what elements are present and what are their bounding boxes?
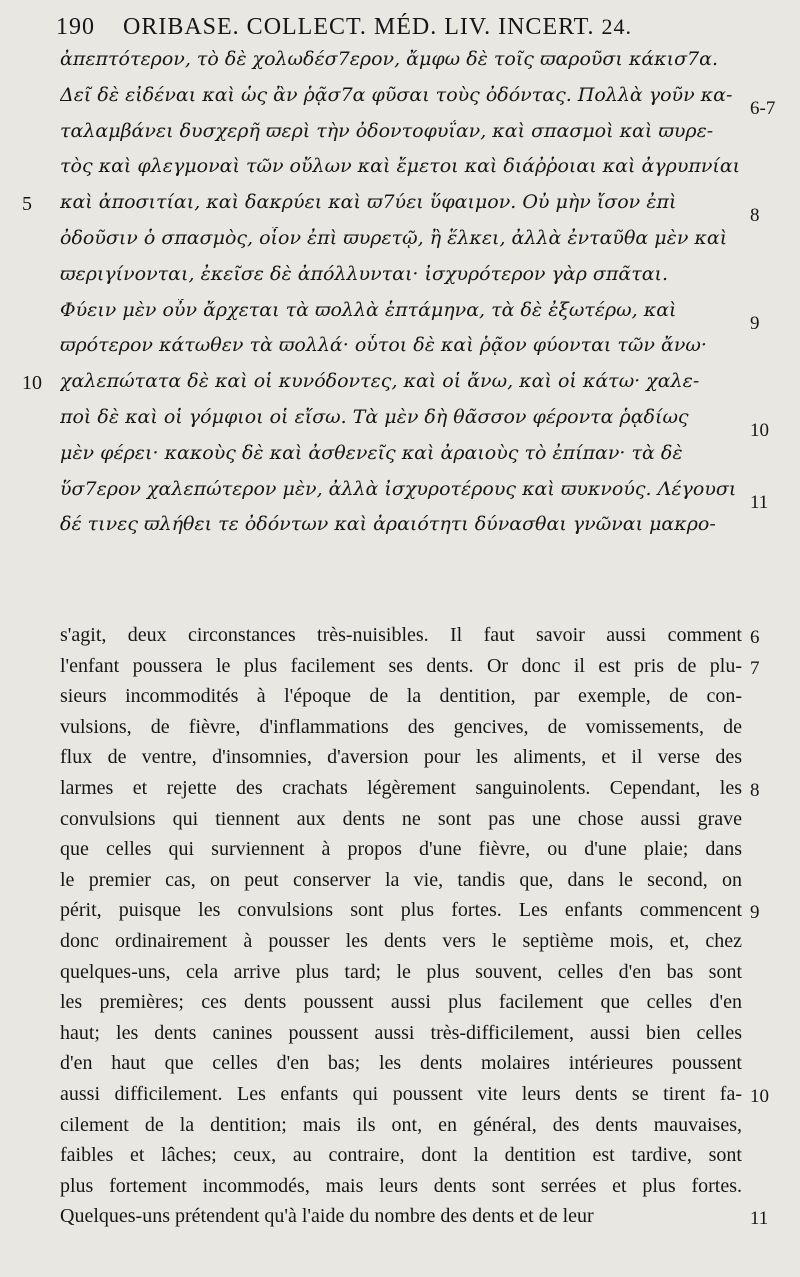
french-line: s'agit, deux circonstances très-nuisibles. Il faut savoir aussi comment <box>60 624 742 646</box>
margin-section-number: 11 <box>750 1208 769 1230</box>
running-title: ORIBASE. COLLECT. MÉD. LIV. INCERT. <box>123 14 595 40</box>
greek-line: ἀπεπτότερον, τὸ δὲ χολωδέσ7ερον, ἄμφω δὲ τοῖς ϖαροῦσι κάκισ7α. <box>60 48 719 70</box>
french-line: haut; les dents canines poussent aussi très-difficilement, aussi bien celles <box>60 1021 742 1044</box>
french-line: que celles qui surviennent à propos d'une fièvre, ou d'une plaie; dans <box>60 838 742 861</box>
greek-line: ϖρότερον κάτωθεν τὰ ϖολλά· οὗτοι δὲ καὶ ῥᾷον φύονται τῶν ἄνω· <box>60 334 707 357</box>
running-header <box>56 14 696 41</box>
margin-line-number: 10 <box>22 372 42 395</box>
margin-section-number: 10 <box>750 1086 769 1107</box>
greek-line: χαλεπώτατα δὲ καὶ οἱ κυνόδοντες, καὶ οἱ ἄνω, καὶ οἱ κάτω· χαλε- <box>60 370 700 393</box>
greek-line: καὶ ἀποσιτίαι, καὶ δακρύει καὶ ϖ7ύει ὕφαιμον. Οὐ μὴν ἴσον ἐπὶ <box>60 191 677 214</box>
greek-line: Φύειν μὲν οὖν ἄρχεται τὰ ϖολλὰ ἑπτάμηνα, τὰ δὲ ἐξωτέρω, καὶ <box>60 298 677 321</box>
greek-line: ὕσ7ερον χαλεπώτερον μὲν, ἀλλὰ ἰσχυροτέρους καὶ ϖυκνούς. Λέγουσι <box>60 477 737 500</box>
margin-section-number: 9 <box>750 312 760 334</box>
margin-section-number: 7 <box>750 657 760 679</box>
french-line: périt, puisque les convulsions sont plus fortes. Les enfants commencent <box>60 899 742 922</box>
greek-line: ὀδοῦσιν ὁ σπασμὸς, οἷον ἐπὶ ϖυρετῷ, ἢ ἕλκει, ἀλλὰ ἐνταῦθα μὲν καὶ <box>60 227 728 249</box>
french-line: cilement de la dentition; mais ils ont, en général, des dents mauvaises, <box>60 1113 742 1136</box>
greek-line: τὸς καὶ φλεγμοναὶ τῶν οὔλων καὶ ἔμετοι καὶ διάῤῥοιαι καὶ ἀγρυπνίαι <box>60 155 741 178</box>
french-line: le premier cas, on peut conserver la vie, tandis que, dans le second, on <box>60 868 742 891</box>
french-line: Quelques-uns prétendent qu'à l'aide du nombre des dents et de leur <box>60 1205 594 1228</box>
greek-line: μὲν φέρει· κακοὺς δὲ καὶ ἀσθενεῖς καὶ ἀραιοὺς τὸ ἐπίπαν· τὰ δὲ <box>60 441 683 464</box>
greek-line: δέ τινες ϖλήθει τε ὀδόντων καὶ ἀραιότητι δύνασθαι γνῶναι μακρο- <box>60 513 716 536</box>
margin-section-number: 6 <box>750 627 760 648</box>
french-line: vulsions, de fièvre, d'inflammations des gencives, de vomissements, de <box>60 715 742 738</box>
margin-section-number: 10 <box>750 420 769 441</box>
margin-section-number: 8 <box>750 780 760 801</box>
margin-line-number: 5 <box>22 193 32 216</box>
french-line: larmes et rejette des crachats légèrement sanguinolents. Cependant, les <box>60 777 742 799</box>
greek-line: ποὶ δὲ καὶ οἱ γόμφιοι οἱ εἴσω. Τὰ μὲν δὴ θᾶσσον φέροντα ῥᾳδίως <box>60 406 689 428</box>
chapter-number: 24. <box>601 14 633 39</box>
page-number: 190 <box>56 14 95 40</box>
french-line: flux de ventre, d'insomnies, d'aversion pour les aliments, et il verse des <box>60 746 742 769</box>
margin-section-number: 9 <box>750 902 760 924</box>
margin-section-number: 11 <box>750 491 769 513</box>
french-line: plus fortement incommodés, mais leurs dents sont serrées et plus fortes. <box>60 1174 742 1197</box>
french-line: d'en haut que celles d'en bas; les dents molaires intérieures poussent <box>60 1052 742 1075</box>
french-line: convulsions qui tiennent aux dents ne sont pas une chose aussi grave <box>60 807 742 830</box>
french-line: faibles et lâches; ceux, au contraire, dont la dentition est tardive, sont <box>60 1144 742 1167</box>
french-line: sieurs incommodités à l'époque de la dentition, par exemple, de con- <box>60 685 742 708</box>
margin-section-number: 6-7 <box>750 97 776 119</box>
greek-line: Δεῖ δὲ εἰδέναι καὶ ὡς ἂν ῥᾷσ7α φῦσαι τοὺς ὀδόντας. Πολλὰ γοῦν κα- <box>60 83 733 106</box>
french-line: les premières; ces dents poussent aussi plus facilement que celles d'en <box>60 991 742 1014</box>
french-line: l'enfant poussera le plus facilement ses dents. Or donc il est pris de plu- <box>60 654 742 677</box>
french-line: aussi difficilement. Les enfants qui poussent vite leurs dents se tirent fa- <box>60 1083 742 1105</box>
greek-line: ϖεριγίνονται, ἐκεῖσε δὲ ἀπόλλυνται· ἰσχυρότερον γὰρ σπᾶται. <box>60 262 669 285</box>
french-line: quelques-uns, cela arrive plus tard; le plus souvent, celles d'en bas sont <box>60 960 742 983</box>
margin-section-number: 8 <box>750 205 760 227</box>
french-line: donc ordinairement à pousser les dents vers le septième mois, et, chez <box>60 930 742 952</box>
greek-line: ταλαμβάνει δυσχερῆ ϖερὶ τὴν ὀδοντοφυΐαν, καὶ σπασμοὶ καὶ ϖυρε- <box>60 119 714 142</box>
